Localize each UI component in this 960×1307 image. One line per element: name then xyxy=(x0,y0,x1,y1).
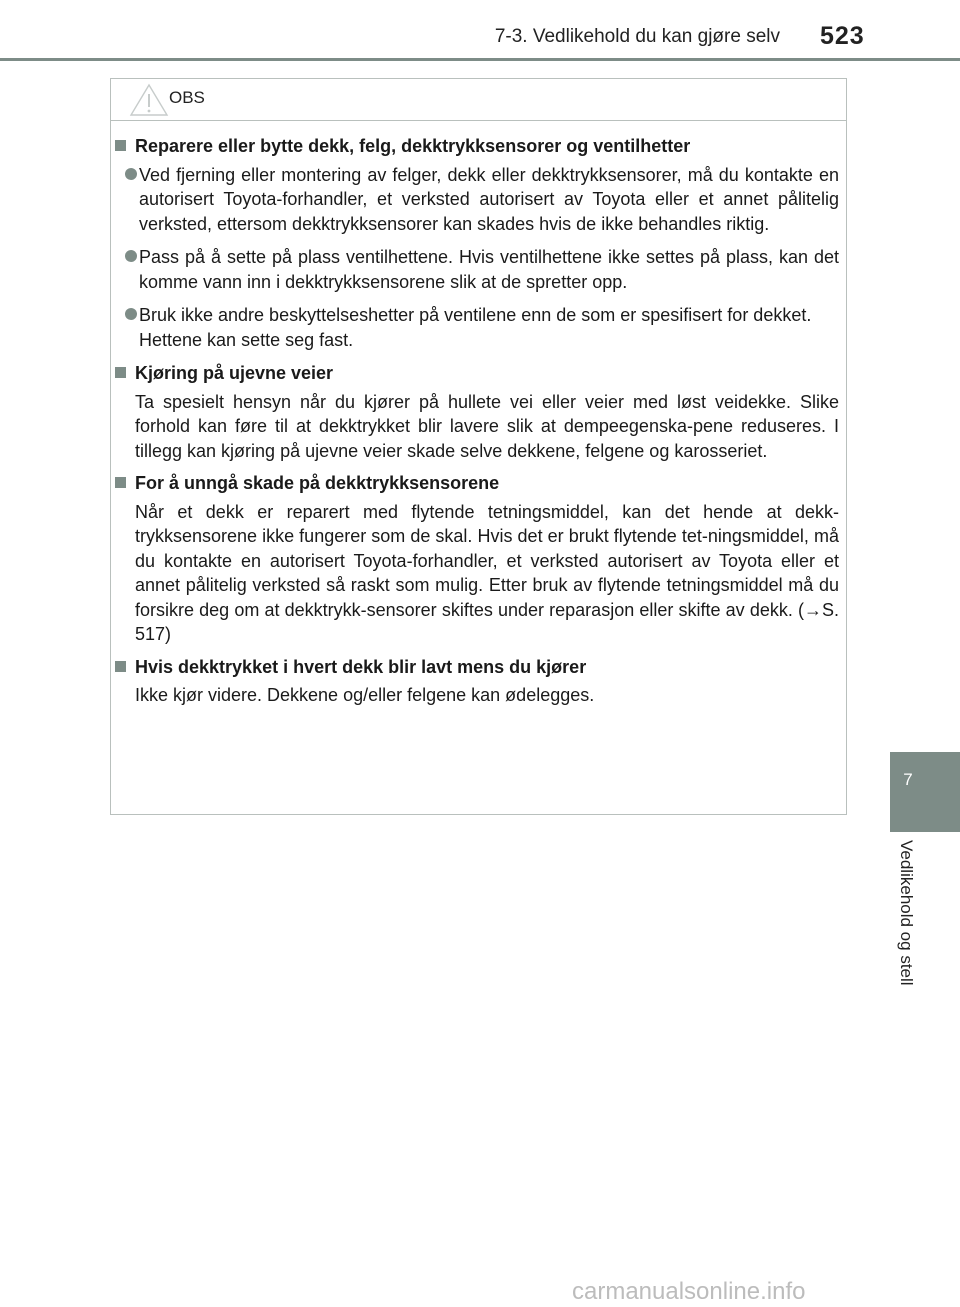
section-title: 7-3. Vedlikehold du kan gjøre selv xyxy=(494,26,780,47)
square-bullet-icon xyxy=(115,140,126,151)
chapter-tab xyxy=(890,752,960,832)
header-rule xyxy=(0,58,960,61)
list-item xyxy=(123,303,839,352)
list-item xyxy=(123,163,839,237)
section-heading xyxy=(123,655,839,680)
chapter-label-wrap xyxy=(896,840,920,1020)
watermark: carmanualsonline.info xyxy=(572,1278,806,1305)
section-paragraph: Ta spesielt hensyn når du kjører på hullete vei eller veier med løst veidekke. Slike forhold kan føre til at dekktrykket blir lavere slik at dempeegenska-pene reduseres. I tillegg kan kjøring på ujevne veier skade selve dekkene, felgene og karosseriet. xyxy=(135,391,839,461)
section-paragraph: Når et dekk er reparert med flytende tetningsmiddel, kan det hende at dekk-trykksensorene ikke fungerer som de skal. Hvis det er brukt flytende tet-ningsmiddel, må du kontakte en autorisert Toyota-forhandler, et verksted autorisert av Toyota eller et annet pålitelig verksted så raskt som mulig. Etter bruk av flytende tetningsmiddel må du forsikre deg om at dekktrykk-sensorer skiftes under reparasjon eller skifte av dekk. (→S. 517) xyxy=(135,501,839,644)
section-sensor-damage xyxy=(123,471,839,647)
section-heading-text: For å unngå skade på dekktrykksensorene xyxy=(135,473,500,493)
section-heading xyxy=(123,361,839,386)
section-heading-text: Reparere eller bytte dekk, felg, dekktrykksensorer og ventilhetter xyxy=(135,136,691,156)
warning-triangle-icon xyxy=(129,83,169,117)
page-number: 523 xyxy=(820,22,865,50)
section-heading-text: Hvis dekktrykket i hvert dekk blir lavt mens du kjører xyxy=(135,656,587,677)
chapter-label: Vedlikehold og stell xyxy=(897,840,916,986)
list-item-text: Pass på å sette på plass ventilhettene. Hvis ventilhettene ikke settes på plass, kan det komme vann inn i dekktrykksensorene slik at de spretter opp. xyxy=(139,247,839,292)
list-item xyxy=(123,245,839,294)
section-paragraph: Ikke kjør videre. Dekkene og/eller felgene kan ødelegges. xyxy=(135,685,595,705)
list-item-text: Bruk ikke andre beskyttelseshetter på ventilene enn de som er spesifisert for dekket. xyxy=(139,305,812,325)
chapter-number: 7 xyxy=(903,770,913,789)
round-bullet-icon xyxy=(125,250,137,262)
square-bullet-icon xyxy=(115,477,126,488)
section-low-pressure xyxy=(123,655,839,708)
round-bullet-icon xyxy=(125,308,137,320)
section-heading xyxy=(123,134,839,159)
section-heading-text: Kjøring på ujevne veier xyxy=(135,363,334,383)
notice-header xyxy=(111,79,846,121)
section-tire-repair xyxy=(123,134,839,352)
square-bullet-icon xyxy=(115,661,126,672)
round-bullet-icon xyxy=(125,168,137,180)
section-rough-roads xyxy=(123,361,839,463)
section-heading xyxy=(123,471,839,496)
notice-body xyxy=(123,134,839,716)
notice-box xyxy=(110,78,847,815)
notice-title: OBS xyxy=(169,88,205,107)
list-item-followup: Hettene kan sette seg fast. xyxy=(139,329,354,350)
list-item-text: Ved fjerning eller montering av felger, dekk eller dekktrykksensorer, må du kontakte en autorisert Toyota-forhandler, et verksted autorisert av Toyota eller et annet pålitelig verksted, ettersom dekktrykksensorer kan skades hvis de ikke behandles riktig. xyxy=(139,164,839,234)
square-bullet-icon xyxy=(115,367,126,378)
